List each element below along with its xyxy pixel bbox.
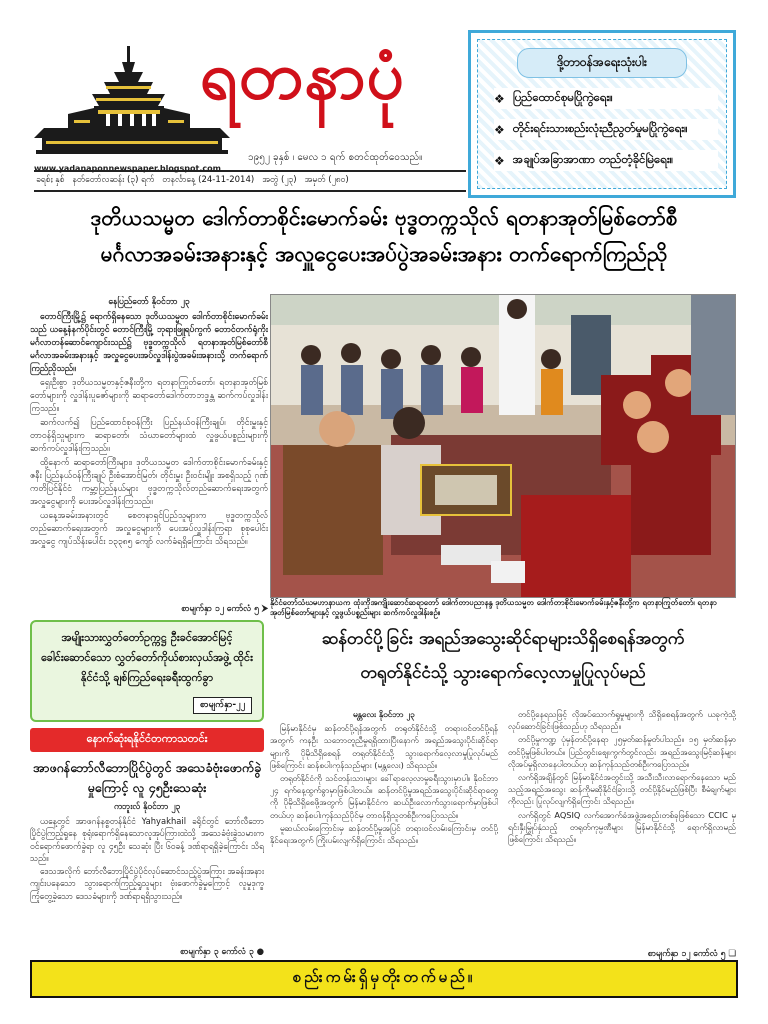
- website-url[interactable]: www.yadanaponnewspaper.blogspot.com: [34, 164, 221, 173]
- article-paragraph: တရုတ်နိုင်ငံကို သင်တန်းသားများ ခေါ်ရာလေ့လာမှုခရီးသွားမှာပါ။ နိုဝင်ဘာ ၂၄ ရက်နေ့ထွက်ခွာမှာဖြစ်ပါတယ်။ ဆန်တင်ပို့မှုအရည်အသွေးပိုင်းဆိုင်ရာတွေကို ပိုမိုသိရှိစေဖို့အတွက် မြန်မာနိုင်ငံက ဆယ်ဦးလောက်သွားရောက်မှာဖြစ်ပါတယ်ဟု ဆန်စပါးကုန်သည်ပိုင်မှ တာဝန်ရှိသူတစ်ဦးကပြောသည်။: [270, 773, 498, 820]
- breaking-dateline: ကဘူးလ် နိုဝင်ဘာ ၂၃: [113, 801, 181, 811]
- article-paragraph: ဆက်လက်၍ ပြည်ထောင်စုဝန်ကြီး ပြည်နယ်ဝန်ကြီးချုပ်၊ တိုင်းမှူးနှင့် တာဝန်ရှိသူများက ဆရာတော်၊ သံဃာတော်များထံ လှူဖွယ်ပစ္စည်းများကို ဆက်ကပ်လှူဒါန်းကြသည်။: [30, 418, 268, 454]
- objective-text: အချုပ်အခြာအာဏာ တည်တံ့ခိုင်မြဲရေး။: [512, 152, 674, 166]
- objective-item: [494, 119, 718, 140]
- article-paragraph: မြန်မာနိုင်ငံမှ ဆန်တင်ပို့ရန်အတွက် တရုတ်နိုင်ငံသို့ တရားဝင်တင်ပို့ရန်အတွက် ကနဦး သဘောတူညီမှုရရှိထားပြီးနောက် အရည်အသွေးပိုင်းဆိုင်ရာများကို ပိုမိုသိရှိစေရန် တရုတ်နိုင်ငံသို့ သွားရောက်လေ့လာမှုပြုလုပ်မည်ဖြစ်ကြောင်း ဆန်စပါးကုန်သည်များ (မန္တလေး) သိရသည်။: [270, 723, 498, 770]
- article-column-2: [508, 708, 736, 960]
- lead-headline[interactable]: [30, 200, 738, 272]
- continued-on-link[interactable]: စာမျက်နှာ ၃ ကော်လံ ၃ ●: [180, 946, 264, 957]
- lead-headline-line-1: ဒုတိယသမ္မတ ဒေါက်တာစိုင်းမောက်ခမ်း ဗုဒ္ဓတက္ကသိုလ် ရတနာအုတ်မြစ်တော်စီ: [90, 206, 678, 230]
- masthead: [30, 22, 468, 194]
- newspaper-title: ရတနာပုံ: [200, 36, 406, 114]
- issue-volume: အတွဲ (၂၃): [262, 175, 297, 185]
- breaking-article-body: [30, 800, 264, 958]
- lead-headline-line-2: မင်္ဂလာအခမ်းအနားနှင့် အလှူငွေပေးအပ်ပွဲအခမ်းအနား တက်ရောက်ကြည်ညို: [100, 242, 668, 266]
- ceremony-photo-image: [271, 295, 736, 598]
- breaking-news-tag: နောက်ဆုံးရနိုင်ငံတကာသတင်း: [30, 728, 264, 752]
- continued-on-link[interactable]: စာမျက်နှာ ၁၂ ကော်လံ ၅ ❏: [647, 948, 736, 959]
- diamond-bullet-icon: ❖: [494, 153, 505, 168]
- article-paragraph: ဒေသအလိုက် ဘော်လီဘောပြိုင်ပွဲပိုင်လုပ်ဆောင်သည့်ပွဲအကြား အခန်းအနားကျင်းပနေသော သွားရောက်ကြည့်ရှုသူများ ဗုံးဖောက်ခွဲမှုကြောင့် လူမှုဒုက္ခကြုံတွေ့ခဲ့သော ဒေသခံများကို ဒဏ်ရာရရှိသွားသည်။: [30, 865, 264, 901]
- national-objectives-box: [468, 30, 736, 198]
- article-paragraph: လက်ရှိအချိန်တွင် မြန်မာနိုင်ငံအတွင်းသို့ အသီးသီးလာရောက်နေသော မည်သည့်အရည်အသွေး ဆန်ကိုမဆိုနိုင်ငံခြားသို့ တင်ပို့နိုင်မည်ဖြစ်ပြီး စီမံချက်များကိုလည်း ပြုလုပ်လျက်ရှိကြောင်း သိရသည်။: [508, 772, 736, 807]
- objectives-header: ဒို့တာဝန်အရေးသုံးပါး: [517, 48, 687, 78]
- issue-info-bar: [34, 170, 466, 192]
- article-paragraph: ထို့နောက် ဆရာတော်ကြီးများ၊ ဒုတိယသမ္မတ ဒေါက်တာစိုင်းမောက်ခမ်းနှင့်ဇနီး ပြည်နယ်ဝန်ကြီးချုပ် ဦးစံအောင်မြတ်၊ တိုင်းမှူး ဦးဝင်းမျိုး အစရှိသည့် ဂုဏ်ကတိပြင်နိုင်ငံ ကမ္ဘာ့ပြည်နယ်များ ဗုဒ္ဓတက္ကသိုလ်တည်ဆောက်ရေးအတွက် အလှူငွေများကို ပေးအပ်လှူဒါန်းကြသည်။: [30, 458, 268, 507]
- issue-date: တနင်္လာနေ့ (24-11-2014): [162, 175, 255, 185]
- article-column-1: [270, 708, 498, 960]
- objective-text: ပြည်ထောင်စုမပြိုကွဲရေး။: [512, 90, 613, 104]
- issue-year: ခရစ်ႈ နှစ်: [36, 175, 65, 185]
- parliament-news-box[interactable]: [30, 620, 264, 722]
- article-paragraph: လက်ရှိတွင် AQSIQ လက်အောက်ခံအဖွဲ့အစည်းတစ်ခုဖြစ်သော CCIC မှ ရင်းနှီးမြှုပ်နှံသည့် တရုတ်ကုမ္ပဏီများ မြန်မာနိုင်ငံသို့ ရောက်ရှိလာမည်ဖြစ်ကြောင်း သိရသည်။: [508, 809, 736, 845]
- article-paragraph: မူဆယ်လမ်းကြောင်းမှ ဆန်တင်ပို့မှုအပြင် တရားဝင်လမ်းကြောင်းမှ တင်ပို့နိုင်ရေးအတွက် ကြိုးပမ်းလျက်ရှိကြောင်း သိရသည်။: [270, 822, 498, 846]
- continued-on-link[interactable]: စာမျက်နှာ ၁၂ ကော်လံ ၅ ⮞: [181, 604, 268, 614]
- lead-dateline: နေပြည်တော် နိုဝင်ဘာ ၂၃: [108, 297, 190, 307]
- lead-photo: [270, 294, 736, 598]
- sidebox-page-ref[interactable]: စာမျက်နှာ-၂၂: [193, 697, 252, 714]
- rice-export-headline[interactable]: [270, 622, 736, 690]
- objective-item: [494, 88, 718, 109]
- article-paragraph: တင်ပို့မှုကဏ္ဍ ပုံမှန်တင်ပို့နေရာ ၂၅မှတ်ဆန်မှုတ်ပါသည်။ ၁၅ မှတ်ဆန်မှာ တင်ပို့မှုဖြစ်ပါတယ်။ ပြည်တွင်းဈေးကွက်တွင်လည်း အရည်အသွေးမြင့်ဆန်များ လိုအပ်မှုရှိလာနေပါတယ်ဟု ဆန်ကုန်သည်တစ်ဦးကပြောသည်။: [508, 734, 736, 769]
- objective-text: တိုင်းရင်းသားစည်းလုံးညီညွတ်မှုမပြိုကွဲရေး။: [512, 121, 688, 135]
- article-paragraph: ရှေးဦးစွာ ဒုတိယသမ္မတနှင့်ဇနီးတို့က ရတနာကြုတ်တော်၊ ရတနာအုတ်မြစ်တော်များကို လှူဒါန်းပူဇော်များကို ဆရာတော်ဒေါက်တာဘဒ္ဒန္တ ဆက်ကပ်လှူဒါန်းကြသည်။: [30, 378, 268, 414]
- diamond-bullet-icon: ❖: [494, 91, 505, 106]
- article-paragraph: ယနေ့တွင် အာဖဂန်နစ္စတန်နိုင်ငံ Yahyakhail ခရိုင်တွင် ဘော်လီဘောပြိုင်ပွဲကြည့်ရှုနေ စုရုံးရောက်ရှိနေသောလူအုပ်ကြားထဲသို့ အသေခံဗုံးခွဲသမားက ဝင်ရောက်ဖောက်ခွဲရာ လူ ၄၅ဦး သေဆုံး ပြီး ၆၀ခန့် ဒဏ်ရာရရှိခဲ့ကြောင်း သိရသည်။: [30, 815, 264, 863]
- article-paragraph: ယနေ့အခမ်းအနားတွင် စေတနာရှင်ပြည်သူများက ဗုဒ္ဓတက္ကသိုလ်တည်ဆောက်ရေးအတွက် အလှူငွေများကို ပေးအပ်လှူဒါန်းကြရာ စုစုပေါင်းအလှူငွေ ကျပ်သိန်းပေါင်း ၁၃၃၈၅ ကျော် လက်ခံရရှိကြောင်း သိရသည်။: [30, 511, 268, 547]
- rice-export-headline-line-1: ဆန်တင်ပို့ခြင်း အရည်အသွေးဆိုင်ရာများသိရှိစေရန်အတွက်: [321, 629, 685, 649]
- objective-item: [494, 150, 718, 171]
- rice-export-dateline: မန္တလေး နိုဝင်ဘာ ၂၃: [352, 709, 416, 719]
- footer-slogan-banner: စည်းကမ်းရှိမှတိုးတက်မည်။: [30, 960, 738, 998]
- lead-article-body: [30, 296, 268, 616]
- article-paragraph: တင်ပို့နေရသဖြင့် လိုအပ်သောက်ရှုမှုများကို သိရှိစေရန်အတွက် ယခုကဲ့သို့လုပ်ဆောင်ခြင်းဖြစ်သည်ဟု သိရသည်။: [508, 709, 736, 732]
- lead-paragraph: တောင်ကြီးမြို့၌ ရောက်ရှိနေသော ဒုတိယသမ္မတ ဒေါက်တာစိုင်းမောက်ခမ်းသည် ယနေ့နံနက်ပိုင်းတွင် တောင်ကြီးမြို့ ဘုရားဖြူရပ်ကွက် တောင်တက်ရုံကိုး မင်္ဂလာတန်ဆောင်ကျောင်းသည်၌ ဗုဒ္ဓတက္ကသိုလ် ရတနာအုတ်မြစ်တော်စီမင်္ဂလာအခမ်းအနားနှင့် အလှူငွေပေးအပ်လှူဒါန်းပွဲအခမ်းအနားသို့ တက်ရောက်ကြည်ညိုသည်။: [30, 312, 268, 374]
- founding-date: ၁၉၅၂ ခုနှစ် ၊ မေလ ၁ ရက် စတင်ထုတ်ဝေသည်။: [248, 152, 423, 163]
- rice-export-headline-line-2: တရုတ်နိုင်ငံသို့ သွားရောက်လေ့လာမှုပြုလုပ်မည်: [360, 663, 646, 683]
- rice-export-article: [270, 708, 736, 960]
- sidebox-text: အမျိုးသားလွှတ်တော်ဥက္ကဋ္ဌ ဦးခင်အောင်မြင့် ခေါင်းဆောင်သော လွှတ်တော်ကိုယ်စားလှယ်အဖွဲ့ ထိုင်းနိုင်ငံသို့ ချစ်ကြည်ရေးခရီးထွက်ခွာ: [41, 631, 253, 684]
- breaking-headline[interactable]: အာဖဂန်ဘော်လီဘောပြိုင်ပွဲတွင် အသေခံဗုံးဖောက်ခွဲမှုကြောင့် လူ ၄၅ဦးသေဆုံး: [32, 760, 262, 795]
- diamond-bullet-icon: ❖: [494, 122, 505, 137]
- photo-caption: နိုင်ငံတော်သံဃမဟာနာယက ထုံးကိုအကျိုးဆောင်ဆရာတော် ဒေါက်တာပညာနန္ဒ ဒုတိယသမ္မတ ဒေါက်တာစိုင်းမောက်ခမ်းနှင့်ဇနီးတို့က ရတနာကြုတ်တော်၊ ရတနာအုတ်မြစ်တော်များနှင့် လှူဖွယ်ပစ္စည်းများ ဆက်ကပ်လှူဒါန်းစဉ်။: [270, 598, 717, 617]
- issue-number: အမှတ် (၂၈၀): [304, 175, 349, 185]
- issue-lunar-date: နတ်တော်လဆန်း (၃) ရက်: [72, 175, 155, 185]
